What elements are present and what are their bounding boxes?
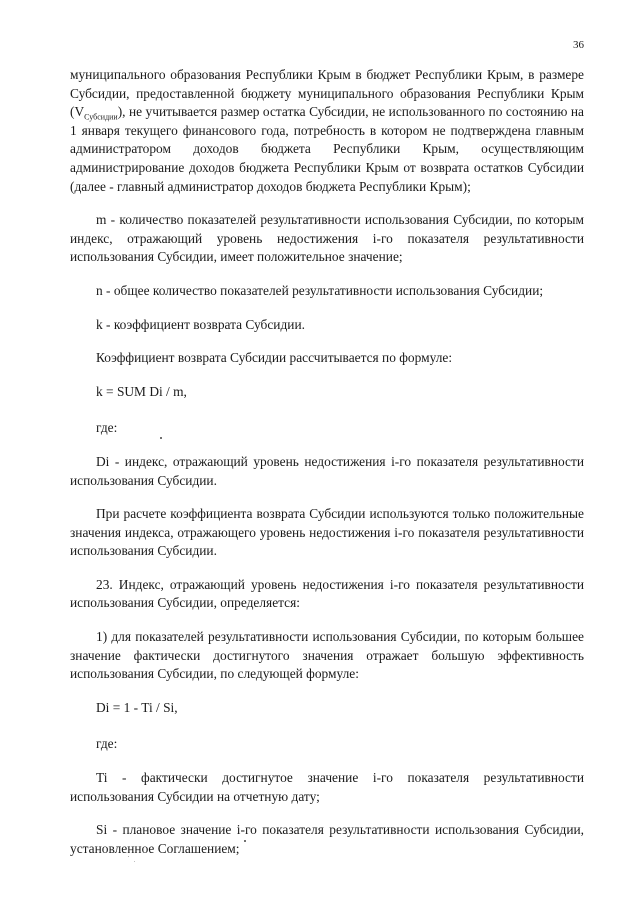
scan-speck [244, 840, 246, 842]
paragraph-k-definition: k - коэффициент возврата Субсидии. [96, 316, 305, 332]
paragraph-clause-23: 23. Индекс, отражающий уровень недостижения i-го показателя результативности использования Субсидии, определяется: [70, 576, 584, 611]
paragraph-text: ), не учитывается размер остатка Субсидии, не использованного по состоянию на 1 января текущего финансового года, потребность в котором не подтверждена главным администратором доходов бюджета Республики Крым, осуществляющим администрирование доходов бюджета Республики Крым от возврата остатков Субсидии (далее - главный администратор доходов бюджета Республики Крым); [70, 104, 584, 194]
paragraph-subsidy-return-amount [70, 66, 584, 196]
page-number: 36 [573, 39, 584, 51]
paragraph-n-definition: n - общее количество показателей результативности использования Субсидии; [96, 282, 544, 298]
paragraph-di-definition: Di - индекс, отражающий уровень недостижения i-го показателя результативности использования Субсидии. [70, 453, 584, 488]
scan-speck [134, 861, 135, 862]
paragraph-where: где: [96, 420, 118, 436]
formula-di: Di = 1 - Ti / Si, [96, 699, 178, 715]
scan-speck [160, 437, 162, 439]
paragraph-where: где: [96, 736, 118, 752]
scan-speck [128, 856, 129, 857]
paragraph-positive-values: При расчете коэффициента возврата Субсидии используются только положительные значения индекса, отражающего уровень недостижения i-го показателя результативности использования Субсидии. [70, 506, 584, 559]
paragraph-item-1: 1) для показателей результативности использования Субсидии, по которым большее значение фактически достигнутого значения отражает большую эффективность использования Субсидии, по следующей формуле: [70, 629, 584, 682]
paragraph-text: муниципального образования Республики Крым в бюджет Республики Крым, в размере Субсидии, предоставленной бюджету муниципального образования Республики Крым (V [70, 67, 584, 120]
subscript-subsidy: Субсидии [84, 112, 118, 122]
document-body [70, 66, 584, 873]
paragraph-ti-definition: Ti - фактически достигнутое значение i-го показателя результативности использования Субсидии на отчетную дату; [70, 770, 584, 804]
formula-k: k = SUM Di / m, [96, 383, 187, 399]
paragraph-si-definition: Si - плановое значение i-го показателя результативности использования Субсидии, установленное Соглашением; [70, 822, 584, 856]
paragraph-m-definition: m - количество показателей результативности использования Субсидии, по которым индекс, отражающий уровень недостижения i-го показателя результативности использования Субсидии, имеет положительное значение; [70, 212, 584, 265]
paragraph-coefficient-intro: Коэффициент возврата Субсидии рассчитывается по формуле: [96, 350, 453, 366]
